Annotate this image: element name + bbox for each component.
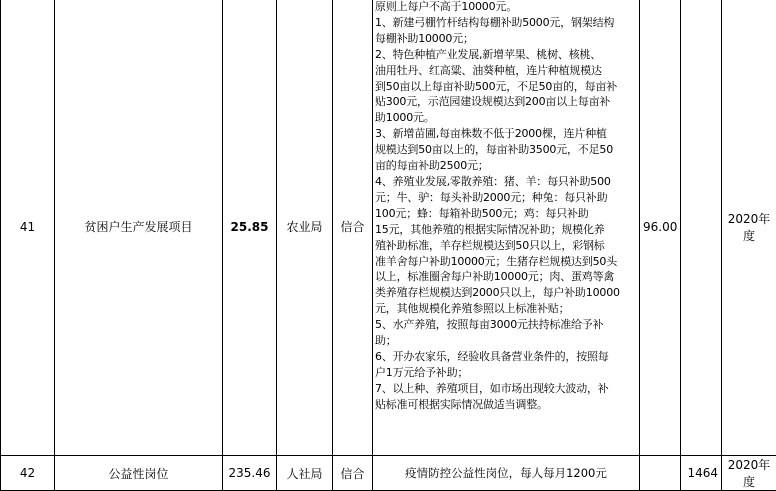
content-line: 贴标准可根据实际情况做适当调整。	[375, 397, 637, 413]
count-value: 1464	[681, 456, 722, 491]
content-line: 2、特色种植产业发展,新增苹果、桃树、核桃、	[375, 47, 637, 63]
content-line: 5、水产养殖，按照每亩3000元扶持标准给予补	[375, 317, 637, 333]
content-line: 殖补助标准，羊存栏规模达到50只以上，彩钢标	[375, 238, 637, 254]
project-content: 疫情防控公益性岗位，每人每月1200元	[373, 456, 640, 491]
amount: 25.85	[223, 0, 277, 456]
content-line: 原则上每户不高于10000元。	[375, 0, 637, 15]
content-line: 规模达到50亩以上的，每亩补助3500元，不足50	[375, 142, 637, 158]
content-line: 助；	[375, 333, 637, 349]
department: 农业局	[277, 0, 333, 456]
table-row	[1, 456, 776, 491]
content-line: 类养殖存栏规模达到2000只以上，每户补助10000	[375, 285, 637, 301]
project-name: 公益性岗位	[55, 456, 223, 491]
content-line: 户1万元给予补助；	[375, 365, 637, 381]
project-name: 贫困户生产发展项目	[55, 0, 223, 456]
content-line: 亩的每亩补助2500元；	[375, 158, 637, 174]
content-line: 元，其他规模化养殖参照以上标准补贴；	[375, 301, 637, 317]
content-line: 6、开办农家乐，经验收具备营业条件的，按照每	[375, 349, 637, 365]
content-line: 4、养殖业发展,零散养殖：猪、羊：每只补助500	[375, 174, 637, 190]
project-content	[373, 0, 640, 456]
content-line: 准羊舍每户补助10000元；生猪存栏规模达到50头	[375, 254, 637, 270]
content-line: 到50亩以上每亩补助500元，不足50亩的，每亩补	[375, 79, 637, 95]
row-index: 41	[1, 0, 55, 456]
town: 信合	[333, 456, 373, 491]
area-value	[640, 456, 681, 491]
content-line: 助1000元。	[375, 110, 637, 126]
content-line: 贴300元，示范园建设规模达到200亩以上每亩补	[375, 94, 637, 110]
table-row	[1, 0, 776, 456]
department: 人社局	[277, 456, 333, 491]
year: 2020年度	[722, 0, 776, 456]
content-line: 1、新建弓棚竹杆结构每棚补助5000元，钢架结构	[375, 15, 637, 31]
content-line: 100元；蜂：每箱补助500元；鸡：每只补助	[375, 206, 637, 222]
content-line: 以上，标准圈舍每户补助10000元；肉、蛋鸡等禽	[375, 269, 637, 285]
content-line: 7、以上种、养殖项目，如市场出现较大波动，补	[375, 381, 637, 397]
content-line: 油用牡丹、红高粱、油葵种植，连片种植规模达	[375, 63, 637, 79]
content-line: 每棚补助10000元；	[375, 31, 637, 47]
count-value	[681, 0, 722, 456]
content-line: 15元，其他养殖的根据实际情况补助；规模化养	[375, 222, 637, 238]
year: 2020年度	[722, 456, 776, 491]
area-value: 96.00	[640, 0, 681, 456]
amount: 235.46	[223, 456, 277, 491]
row-index: 42	[1, 456, 55, 491]
content-line: 元；牛、驴：每头补助2000元；种兔：每只补助	[375, 190, 637, 206]
content-line: 3、新增苗圃,每亩株数不低于2000棵，连片种植	[375, 126, 637, 142]
town: 信合	[333, 0, 373, 456]
